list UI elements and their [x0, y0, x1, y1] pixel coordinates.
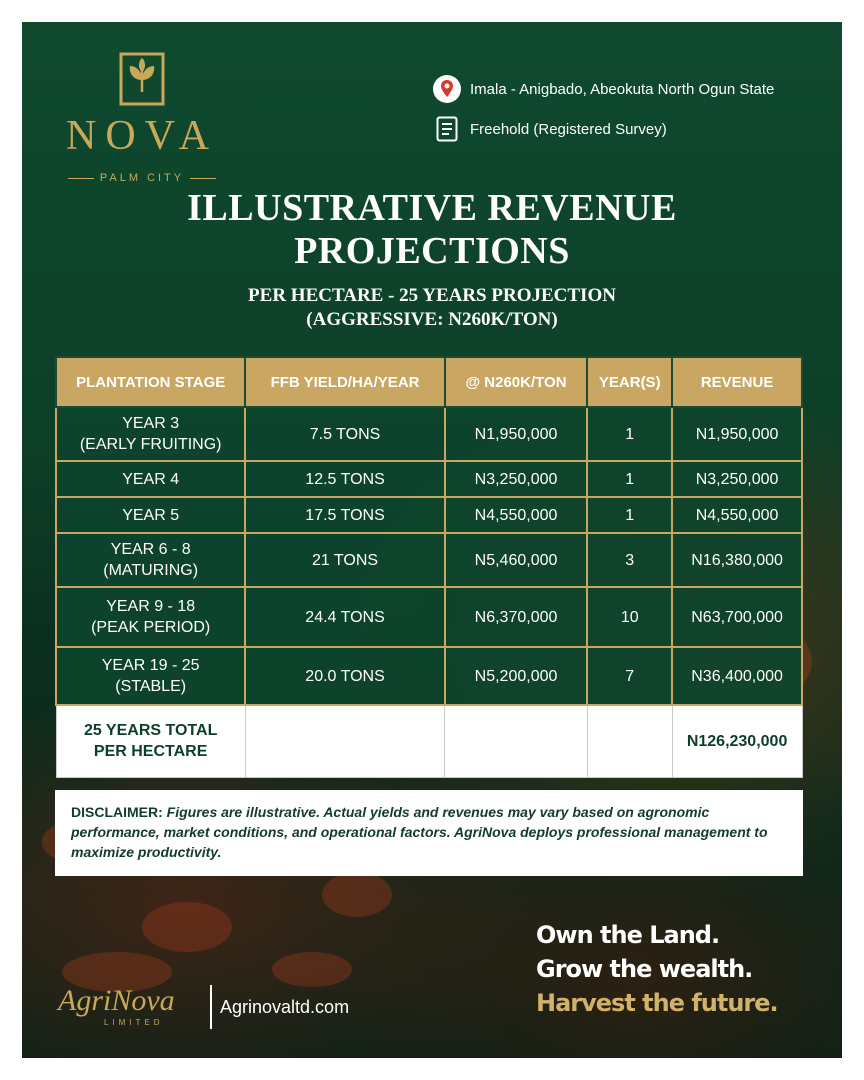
table-row [56, 407, 802, 461]
location-line [432, 74, 774, 104]
table-row [56, 461, 802, 497]
page-subtitle [22, 284, 842, 332]
document-icon [432, 114, 462, 144]
empty-cell [445, 705, 588, 777]
subtitle-line-1: PER HECTARE - 25 YEARS PROJECTION [248, 285, 616, 306]
slogan-line-2: Grow the wealth. [536, 955, 753, 983]
header-price: @ N260K/TON [445, 357, 588, 407]
poster [22, 22, 842, 1058]
table-row [56, 533, 802, 587]
stage-cell: YEAR 5 [56, 497, 245, 533]
nova-logo [52, 50, 232, 190]
title-type-line [432, 114, 667, 144]
table-header-row [56, 357, 802, 407]
disclaimer-box [55, 790, 803, 876]
years-cell: 1 [587, 497, 672, 533]
slogan [536, 918, 778, 1020]
price-cell: N5,200,000 [445, 647, 588, 705]
years-cell: 10 [587, 587, 672, 647]
price-cell: N4,550,000 [445, 497, 588, 533]
total-revenue-cell: N126,230,000 [672, 705, 802, 777]
logo-tagline: PALM CITY [52, 172, 232, 184]
subtitle-line-2: (AGGRESSIVE: N260K/TON) [306, 309, 558, 330]
header-yield: FFB YIELD/HA/YEAR [245, 357, 444, 407]
logo-wordmark: NOVA [66, 113, 218, 159]
agrinova-brand [58, 984, 349, 1030]
brand-divider [210, 985, 212, 1029]
price-cell: N5,460,000 [445, 533, 588, 587]
price-cell: N1,950,000 [445, 407, 588, 461]
stage-cell: YEAR 3 (EARLY FRUITING) [56, 407, 245, 461]
table-row [56, 497, 802, 533]
page-title [22, 187, 842, 273]
price-cell: N6,370,000 [445, 587, 588, 647]
disclaimer-label: DISCLAIMER: [71, 804, 163, 820]
stage-cell: YEAR 19 - 25 (STABLE) [56, 647, 245, 705]
yield-cell: 21 TONS [245, 533, 444, 587]
yield-cell: 12.5 TONS [245, 461, 444, 497]
revenue-cell: N63,700,000 [672, 587, 802, 647]
years-cell: 3 [587, 533, 672, 587]
revenue-cell: N1,950,000 [672, 407, 802, 461]
table-row [56, 587, 802, 647]
title-line-2: PROJECTIONS [294, 230, 570, 272]
yield-cell: 24.4 TONS [245, 587, 444, 647]
total-label-cell: 25 YEARS TOTAL PER HECTARE [56, 705, 245, 777]
slogan-line-1: Own the Land. [536, 921, 720, 949]
revenue-cell: N36,400,000 [672, 647, 802, 705]
empty-cell [245, 705, 444, 777]
years-cell: 7 [587, 647, 672, 705]
agrinova-logo [58, 984, 208, 1030]
stage-cell: YEAR 4 [56, 461, 245, 497]
brand-sub: LIMITED [104, 1018, 164, 1027]
yield-cell: 7.5 TONS [245, 407, 444, 461]
total-row [56, 705, 802, 777]
stage-cell: YEAR 9 - 18 (PEAK PERIOD) [56, 587, 245, 647]
header-years: YEAR(S) [587, 357, 672, 407]
yield-cell: 20.0 TONS [245, 647, 444, 705]
revenue-table [55, 356, 803, 778]
years-cell: 1 [587, 461, 672, 497]
table-row [56, 647, 802, 705]
header-stage: PLANTATION STAGE [56, 357, 245, 407]
title-type-text: Freehold (Registered Survey) [470, 120, 667, 138]
revenue-cell: N4,550,000 [672, 497, 802, 533]
price-cell: N3,250,000 [445, 461, 588, 497]
website-link[interactable]: Agrinovaltd.com [220, 996, 350, 1017]
brand-name: AgriNova [58, 984, 175, 1017]
yield-cell: 17.5 TONS [245, 497, 444, 533]
revenue-cell: N16,380,000 [672, 533, 802, 587]
stage-cell: YEAR 6 - 8 (MATURING) [56, 533, 245, 587]
location-text: Imala - Anigbado, Abeokuta North Ogun State [470, 80, 775, 98]
map-pin-icon [432, 74, 462, 104]
leaf-emblem-icon [117, 50, 167, 108]
revenue-cell: N3,250,000 [672, 461, 802, 497]
header-revenue: REVENUE [672, 357, 802, 407]
slogan-line-3: Harvest the future. [536, 989, 778, 1017]
empty-cell [587, 705, 672, 777]
title-line-1: ILLUSTRATIVE REVENUE [187, 187, 677, 229]
years-cell: 1 [587, 407, 672, 461]
disclaimer-text: Figures are illustrative. Actual yields and revenues may vary based on agronomic performance, market conditions, and operational factors. AgriNova deploys professional management to maximize productivity. [71, 804, 768, 860]
